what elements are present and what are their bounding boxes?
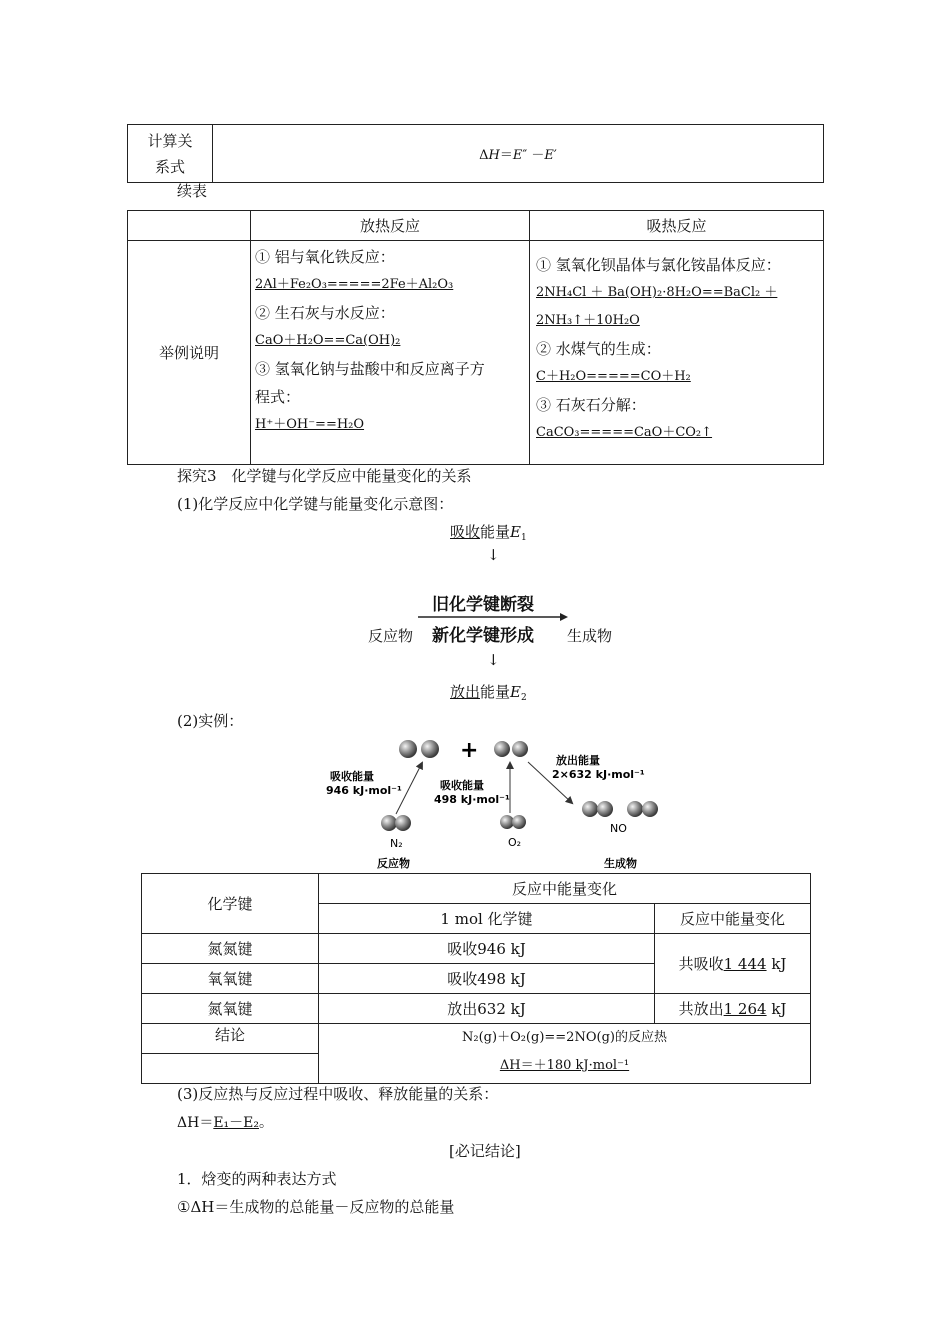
release-e: E: [510, 683, 521, 701]
release-underlined: 放出: [450, 683, 481, 701]
absorb-e-sub: 1: [520, 533, 527, 543]
exo-item3b: 程式：: [255, 388, 301, 406]
down-arrow-1: ↓: [487, 546, 500, 564]
section3-sub2: (2)实例：: [177, 712, 244, 730]
no-atom-1: [582, 801, 598, 817]
paragraph-2: ①ΔH＝生成物的总能量－反应物的总能量: [177, 1198, 455, 1216]
molecule-diagram: [320, 730, 660, 875]
total-absorb-pre: 共吸收: [678, 955, 724, 973]
total-release: [655, 994, 811, 1024]
endo-item3: ③ 石灰石分解：: [536, 396, 646, 414]
must-remember-heading: [必记结论]: [449, 1142, 521, 1160]
no-atom-4: [642, 801, 658, 817]
examples-table: [127, 210, 824, 465]
absorb2-value: 498 kJ·mol⁻¹: [434, 793, 510, 806]
endo-eq3: CaCO₃=====CaO＋CO₂↑: [536, 425, 713, 440]
diagram-product: 生成物: [604, 857, 637, 870]
formula-eq: ＝: [499, 148, 513, 163]
exo-item2: ② 生石灰与水反应：: [255, 304, 395, 322]
h-1mol: 1 mol 化学键: [319, 904, 655, 934]
conclusion-line1: N₂(g)＋O₂(g)==2NO(g)的反应热: [462, 1030, 667, 1045]
section3-sub3: (3)反应热与反应过程中吸收、释放能量的关系：: [177, 1085, 499, 1103]
h-bond: 化学键: [142, 874, 319, 934]
n2-atom-2: [395, 815, 411, 831]
formula-delta: Δ: [479, 148, 489, 163]
release-rest: 能量: [480, 683, 511, 701]
absorb1-label: 吸收能量: [330, 770, 374, 783]
n-atom-top-2: [421, 740, 439, 758]
down-arrow-2: ↓: [487, 651, 500, 669]
release-energy-label: [450, 681, 527, 703]
calc-relation-label-line1: 计算关: [147, 131, 193, 150]
reactant-label: 反应物: [368, 627, 414, 645]
endo-examples-cell: [530, 241, 824, 465]
calc-relation-label-cell: [128, 125, 213, 183]
formula-e1: E: [512, 148, 523, 163]
absorb-rest: 能量: [480, 523, 511, 541]
col-endo-header: 吸热反应: [530, 211, 824, 241]
absorb-underlined: 吸收: [450, 523, 481, 541]
examples-row-label: 举例说明: [128, 241, 251, 465]
no-atom-3: [627, 801, 643, 817]
h-change: 反应中能量变化: [319, 874, 811, 904]
plus-sign: +: [460, 738, 479, 763]
conclusion-line2: ΔH＝＋180 kJ·mol⁻¹: [499, 1058, 630, 1073]
total-absorb: [655, 934, 811, 994]
n2-label: N₂: [390, 837, 403, 850]
o2-label: O₂: [508, 836, 522, 849]
endo-eq1b: 2NH₃↑＋10H₂O: [536, 313, 640, 328]
endo-eq2: C＋H₂O=====CO＋H₂: [536, 369, 691, 384]
total-absorb-unit: kJ: [766, 955, 787, 973]
product-label: 生成物: [567, 627, 613, 645]
n-atom-top-1: [399, 740, 417, 758]
absorb-e: E: [510, 523, 521, 541]
val-nn: 吸收946 kJ: [319, 934, 655, 964]
energy-relation-pre: ΔH＝: [177, 1115, 214, 1131]
o-atom-top-2: [512, 741, 528, 757]
total-release-unit: kJ: [766, 1000, 787, 1018]
exo-eq1: 2Al＋Fe₂O₃=====2Fe＋Al₂O₃: [255, 277, 454, 292]
h-change2: 反应中能量变化: [655, 904, 811, 934]
energy-relation-post: 。: [259, 1115, 273, 1131]
conclusion-empty: [142, 1054, 319, 1084]
exo-eq2: CaO＋H₂O==Ca(OH)₂: [255, 333, 401, 348]
no-label: NO: [610, 822, 627, 835]
release-value: 2×632 kJ·mol⁻¹: [552, 768, 645, 781]
o-atom-top-1: [494, 741, 510, 757]
bond-no: 氮氧键: [142, 994, 319, 1024]
section3-sub1: (1)化学反应中化学键与能量变化示意图：: [177, 495, 454, 513]
calc-relation-table: [127, 124, 824, 183]
endo-eq1a: 2NH₄Cl ＋ Ba(OH)₂·8H₂O==BaCl₂ ＋: [536, 285, 778, 300]
exo-item3a: ③ 氢氧化钠与盐酸中和反应离子方: [255, 360, 485, 378]
continued-label: 续表: [177, 182, 208, 200]
release-label: 放出能量: [556, 754, 600, 767]
energy-relation-val: E₁－E₂: [213, 1115, 259, 1131]
conclusion-label: 结论: [142, 1024, 319, 1054]
examples-header-empty: [128, 211, 251, 241]
o2-atom-1: [500, 815, 514, 829]
o2-atom-2: [512, 815, 526, 829]
total-absorb-num: 1 444: [723, 955, 767, 973]
bond-energy-table: [141, 873, 811, 1084]
exo-examples-cell: [251, 241, 530, 465]
calc-relation-formula-cell: [213, 125, 824, 183]
bond-form-label: 新化学键形成: [432, 626, 534, 646]
col-exo-header: 放热反应: [251, 211, 530, 241]
total-release-num: 1 264: [723, 1000, 767, 1018]
bond-break-label: 旧化学键断裂: [432, 595, 534, 615]
val-no: 放出632 kJ: [319, 994, 655, 1024]
no-atom-2: [597, 801, 613, 817]
bond-nn: 氮氮键: [142, 934, 319, 964]
calc-relation-label-line2: 系式: [154, 157, 185, 176]
conclusion-cell: [319, 1024, 811, 1084]
absorb1-value: 946 kJ·mol⁻¹: [326, 784, 402, 797]
total-release-pre: 共放出: [678, 1000, 724, 1018]
exo-item1: ① 铝与氧化铁反应：: [255, 248, 395, 266]
formula-e2: E: [544, 148, 554, 163]
absorb2-label: 吸收能量: [440, 779, 484, 792]
formula-h: H: [488, 148, 500, 163]
val-oo: 吸收498 kJ: [319, 964, 655, 994]
bond-oo: 氧氧键: [142, 964, 319, 994]
paragraph-1: 1．焓变的两种表达方式: [177, 1170, 337, 1188]
release-e-sub: 2: [520, 693, 527, 703]
endo-item2: ② 水煤气的生成：: [536, 340, 661, 358]
diagram-reactant: 反应物: [377, 857, 410, 870]
energy-relation: [177, 1112, 273, 1132]
absorb-energy-label: [450, 521, 527, 543]
formula-end: ′: [553, 148, 557, 163]
exo-eq3: H⁺＋OH⁻==H₂O: [255, 417, 365, 432]
section3-heading: 探究3 化学键与化学反应中能量变化的关系: [177, 467, 472, 485]
n2-atom-1: [381, 815, 397, 831]
endo-item1: ① 氢氧化钡晶体与氯化铵晶体反应：: [536, 256, 781, 274]
formula-mid: ″ －: [522, 148, 545, 163]
